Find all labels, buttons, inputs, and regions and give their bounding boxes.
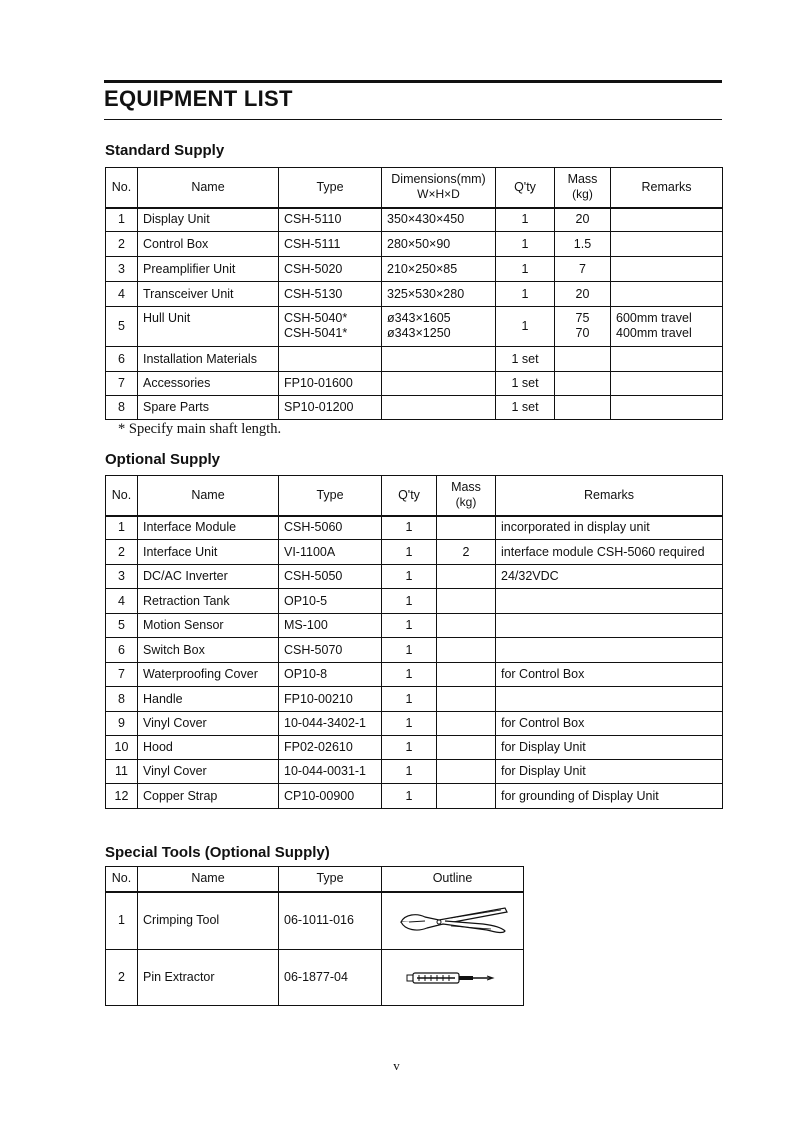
row-name: Switch Box	[138, 638, 279, 663]
table-row	[106, 892, 524, 950]
row-qty: 1	[382, 760, 437, 784]
row-mass	[437, 589, 496, 614]
table-row	[106, 950, 524, 1006]
row-type: FP10-01600	[279, 372, 382, 396]
row-mass	[555, 347, 611, 372]
column-header-qty: Q'ty	[382, 476, 437, 516]
row-name: Transceiver Unit	[138, 282, 279, 307]
table-row	[106, 712, 723, 736]
row-name: Waterproofing Cover	[138, 663, 279, 687]
pin-extractor-icon	[403, 969, 503, 987]
column-header-type: Type	[279, 867, 382, 892]
row-no: 6	[106, 638, 138, 663]
table-row	[106, 614, 723, 638]
row-type: 10-044-0031-1	[279, 760, 382, 784]
row-type-line-1: CSH-5040*	[284, 311, 348, 325]
row-mass	[437, 736, 496, 760]
row-remarks	[496, 589, 723, 614]
row-remarks	[611, 208, 723, 232]
row-remarks: for Control Box	[496, 663, 723, 687]
dimensions-sub-label: W×H×D	[417, 187, 460, 202]
row-qty: 1	[382, 614, 437, 638]
row-mass	[437, 712, 496, 736]
row-remarks: for Display Unit	[496, 760, 723, 784]
column-header-outline: Outline	[382, 867, 524, 892]
row-mass	[437, 516, 496, 540]
row-type: CP10-00900	[279, 784, 382, 809]
row-remarks	[611, 232, 723, 257]
row-dimensions: 325×530×280	[382, 282, 496, 307]
column-header-no: No.	[106, 867, 138, 892]
table-row	[106, 687, 723, 712]
table-row	[106, 232, 723, 257]
row-type: OP10-5	[279, 589, 382, 614]
row-name: Interface Module	[138, 516, 279, 540]
row-no: 8	[106, 396, 138, 420]
column-header-mass	[555, 168, 611, 208]
row-no: 12	[106, 784, 138, 809]
row-mass	[437, 565, 496, 589]
table-row	[106, 784, 723, 809]
row-type	[279, 347, 382, 372]
row-dimensions-line-2: ø343×1250	[387, 326, 451, 340]
table-row	[106, 347, 723, 372]
table-header-row	[106, 867, 524, 892]
row-qty: 1	[496, 282, 555, 307]
title-top-rule	[104, 80, 722, 83]
row-mass	[555, 372, 611, 396]
mass-label: Mass	[451, 480, 481, 495]
table-row	[106, 638, 723, 663]
row-remarks-line-1: 600mm travel	[616, 311, 692, 325]
row-qty: 1 set	[496, 396, 555, 420]
row-qty: 1	[382, 687, 437, 712]
row-name: Copper Strap	[138, 784, 279, 809]
column-header-name: Name	[138, 476, 279, 516]
row-name: Preamplifier Unit	[138, 257, 279, 282]
row-mass	[437, 784, 496, 809]
row-remarks: for grounding of Display Unit	[496, 784, 723, 809]
row-name: Control Box	[138, 232, 279, 257]
column-header-qty: Q'ty	[496, 168, 555, 208]
column-header-dimensions	[382, 168, 496, 208]
row-outline	[382, 950, 524, 1006]
row-type: OP10-8	[279, 663, 382, 687]
column-header-mass	[437, 476, 496, 516]
row-mass	[437, 687, 496, 712]
row-type: SP10-01200	[279, 396, 382, 420]
special-tools-table	[105, 866, 524, 1006]
table-row	[106, 208, 723, 232]
column-header-name: Name	[138, 168, 279, 208]
mass-label: Mass	[567, 172, 598, 187]
row-remarks	[611, 282, 723, 307]
row-dimensions: 280×50×90	[382, 232, 496, 257]
column-header-remarks: Remarks	[496, 476, 723, 516]
row-no: 8	[106, 687, 138, 712]
row-no: 5	[106, 614, 138, 638]
row-remarks	[496, 638, 723, 663]
row-qty: 1 set	[496, 347, 555, 372]
row-outline	[382, 892, 524, 950]
row-remarks	[611, 307, 723, 347]
row-type: CSH-5130	[279, 282, 382, 307]
row-mass: 7	[555, 257, 611, 282]
column-header-type: Type	[279, 168, 382, 208]
row-qty: 1	[382, 638, 437, 663]
table-header-row	[106, 168, 723, 208]
special-tools-title: Special Tools (Optional Supply)	[105, 844, 330, 861]
row-name: Motion Sensor	[138, 614, 279, 638]
row-no: 3	[106, 257, 138, 282]
row-mass-line-1: 75	[575, 311, 590, 325]
row-name: Hood	[138, 736, 279, 760]
row-type: FP10-00210	[279, 687, 382, 712]
row-type: CSH-5050	[279, 565, 382, 589]
row-no: 4	[106, 589, 138, 614]
row-mass	[437, 760, 496, 784]
table-row	[106, 307, 723, 347]
row-type: MS-100	[279, 614, 382, 638]
row-mass	[437, 614, 496, 638]
row-remarks-line-2: 400mm travel	[616, 326, 692, 340]
standard-supply-title: Standard Supply	[105, 142, 225, 159]
row-qty: 1 set	[496, 372, 555, 396]
row-mass: 20	[555, 282, 611, 307]
table-header-row	[106, 476, 723, 516]
row-qty: 1	[382, 663, 437, 687]
row-no: 7	[106, 372, 138, 396]
row-no: 1	[106, 516, 138, 540]
table-row	[106, 736, 723, 760]
row-mass: 20	[555, 208, 611, 232]
row-dimensions	[382, 347, 496, 372]
page-title: EQUIPMENT LIST	[104, 86, 293, 111]
row-no: 2	[106, 540, 138, 565]
page-number: v	[393, 1058, 400, 1073]
row-type-line-2: CSH-5041*	[284, 326, 348, 340]
optional-supply-table	[105, 475, 723, 809]
row-type: CSH-5110	[279, 208, 382, 232]
row-mass: 1.5	[555, 232, 611, 257]
row-remarks: 24/32VDC	[496, 565, 723, 589]
column-header-type: Type	[279, 476, 382, 516]
row-type: CSH-5020	[279, 257, 382, 282]
row-no: 2	[106, 950, 138, 1006]
row-qty: 1	[496, 208, 555, 232]
row-type	[279, 307, 382, 347]
row-no: 1	[106, 208, 138, 232]
row-mass-line-2: 70	[575, 326, 590, 340]
row-dimensions	[382, 372, 496, 396]
standard-supply-footnote: * Specify main shaft length.	[118, 421, 282, 437]
row-name: Vinyl Cover	[138, 712, 279, 736]
row-qty: 1	[382, 540, 437, 565]
row-type: FP02-02610	[279, 736, 382, 760]
mass-sub-label: (kg)	[455, 495, 477, 510]
column-header-remarks: Remarks	[611, 168, 723, 208]
row-qty: 1	[382, 516, 437, 540]
row-type: CSH-5070	[279, 638, 382, 663]
row-remarks	[611, 396, 723, 420]
row-name: Crimping Tool	[138, 892, 279, 950]
row-mass	[555, 396, 611, 420]
optional-supply-title: Optional Supply	[105, 451, 220, 468]
row-qty: 1	[382, 784, 437, 809]
row-type: 10-044-3402-1	[279, 712, 382, 736]
row-dimensions: 210×250×85	[382, 257, 496, 282]
row-name: Handle	[138, 687, 279, 712]
table-row	[106, 760, 723, 784]
column-header-no: No.	[106, 168, 138, 208]
row-name: Spare Parts	[138, 396, 279, 420]
table-row	[106, 396, 723, 420]
row-no: 5	[106, 307, 138, 347]
row-dimensions	[382, 396, 496, 420]
row-remarks	[611, 347, 723, 372]
column-header-no: No.	[106, 476, 138, 516]
table-row	[106, 565, 723, 589]
row-remarks: for Display Unit	[496, 736, 723, 760]
row-remarks: interface module CSH-5060 required	[496, 540, 723, 565]
table-row	[106, 282, 723, 307]
table-row	[106, 589, 723, 614]
title-bottom-rule	[104, 119, 722, 120]
table-row	[106, 257, 723, 282]
row-remarks	[611, 372, 723, 396]
row-no: 4	[106, 282, 138, 307]
row-no: 9	[106, 712, 138, 736]
row-qty: 1	[496, 257, 555, 282]
row-remarks: incorporated in display unit	[496, 516, 723, 540]
column-header-name: Name	[138, 867, 279, 892]
row-qty: 1	[496, 232, 555, 257]
row-name: Accessories	[138, 372, 279, 396]
row-remarks	[496, 687, 723, 712]
row-no: 10	[106, 736, 138, 760]
row-remarks	[496, 614, 723, 638]
table-row	[106, 372, 723, 396]
row-dimensions	[382, 307, 496, 347]
row-mass	[555, 307, 611, 347]
row-mass	[437, 638, 496, 663]
table-row	[106, 516, 723, 540]
row-name: Interface Unit	[138, 540, 279, 565]
row-name: DC/AC Inverter	[138, 565, 279, 589]
row-no: 2	[106, 232, 138, 257]
row-type: 06-1011-016	[279, 892, 382, 950]
row-no: 1	[106, 892, 138, 950]
row-type: CSH-5060	[279, 516, 382, 540]
row-name: Pin Extractor	[138, 950, 279, 1006]
row-mass: 2	[437, 540, 496, 565]
row-qty: 1	[382, 589, 437, 614]
row-qty: 1	[382, 712, 437, 736]
dimensions-label: Dimensions(mm)	[391, 172, 486, 187]
row-no: 7	[106, 663, 138, 687]
row-type: CSH-5111	[279, 232, 382, 257]
row-qty: 1	[496, 307, 555, 347]
row-qty: 1	[382, 565, 437, 589]
row-name: Vinyl Cover	[138, 760, 279, 784]
row-type: 06-1877-04	[279, 950, 382, 1006]
row-type: VI-1100A	[279, 540, 382, 565]
row-no: 11	[106, 760, 138, 784]
row-qty: 1	[382, 736, 437, 760]
row-no: 6	[106, 347, 138, 372]
row-name: Retraction Tank	[138, 589, 279, 614]
row-remarks: for Control Box	[496, 712, 723, 736]
row-no: 3	[106, 565, 138, 589]
row-remarks	[611, 257, 723, 282]
row-dimensions: 350×430×450	[382, 208, 496, 232]
table-row	[106, 663, 723, 687]
row-name: Installation Materials	[138, 347, 279, 372]
row-name: Hull Unit	[138, 307, 279, 347]
row-name: Display Unit	[138, 208, 279, 232]
mass-sub-label: (kg)	[572, 187, 593, 202]
standard-supply-table	[105, 167, 723, 420]
row-mass	[437, 663, 496, 687]
table-row	[106, 540, 723, 565]
row-dimensions-line-1: ø343×1605	[387, 311, 451, 325]
crimping-tool-icon	[395, 904, 511, 938]
